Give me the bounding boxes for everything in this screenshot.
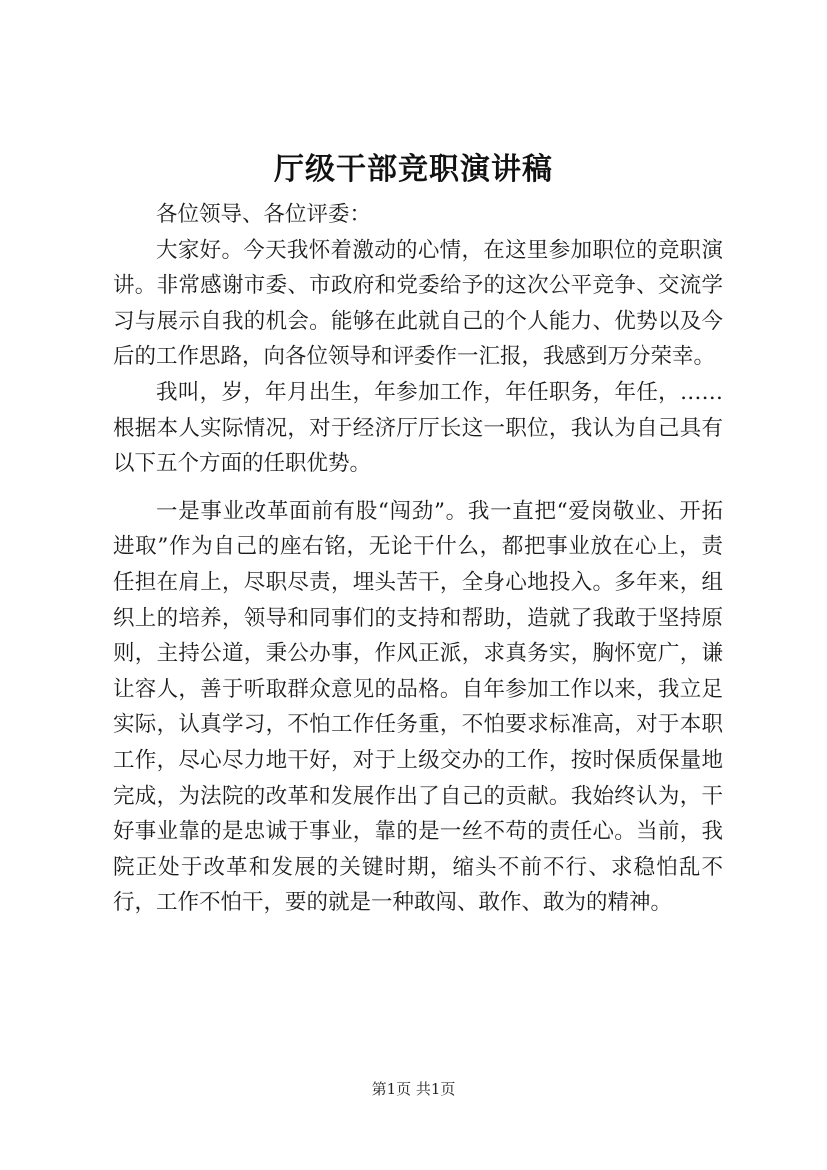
document-body: [113, 197, 723, 921]
document-title: 厅级干部竞职演讲稿: [274, 152, 553, 187]
salutation: 各位领导、各位评委：: [156, 202, 372, 227]
page-number-footer: 第1页 共1页: [371, 1080, 456, 1098]
paragraph-greeting: 大家好。今天我怀着激动的心情，在这里参加职位的竞职演讲。非常感谢市委、市政府和党委给予的这次公平竞争、交流学习与展示自我的机会。能够在此就自己的个人能力、优势以及今后的工作思路，向各位领导和评委作一汇报，我感到万分荣幸。: [113, 237, 723, 370]
paragraph-advantage-one: 一是事业改革面前有股“闯劲”。我一直把“爱岗敬业、开拓进取”作为自己的座右铭，无论干什么，都把事业放在心上，责任担在肩上，尽职尽责，埋头苦干，全身心地投入。多年来，组织上的培养，领导和同事们的支持和帮助，造就了我敢于坚持原则，主持公道，秉公办事，作风正派，求真务实，胸怀宽广，谦让容人，善于听取群众意见的品格。自年参加工作以来，我立足实际，认真学习，不怕工作任务重，不怕要求标准高，对于本职工作，尽心尽力地干好，对于上级交办的工作，按时保质保量地完成，为法院的改革和发展作出了自己的贡献。我始终认为，干好事业靠的是忠诚于事业，靠的是一丝不苟的责任心。当前，我院正处于改革和发展的关键时期，缩头不前不行、求稳怕乱不行，工作不怕干，要的就是一种敢闯、敢作、敢为的精神。: [113, 498, 723, 916]
paragraph-self-introduction: 我叫，岁，年月出生，年参加工作，年任职务，年任，……根据本人实际情况，对于经济厅厅长这一职位，我认为自己具有以下五个方面的任职优势。: [113, 379, 723, 477]
